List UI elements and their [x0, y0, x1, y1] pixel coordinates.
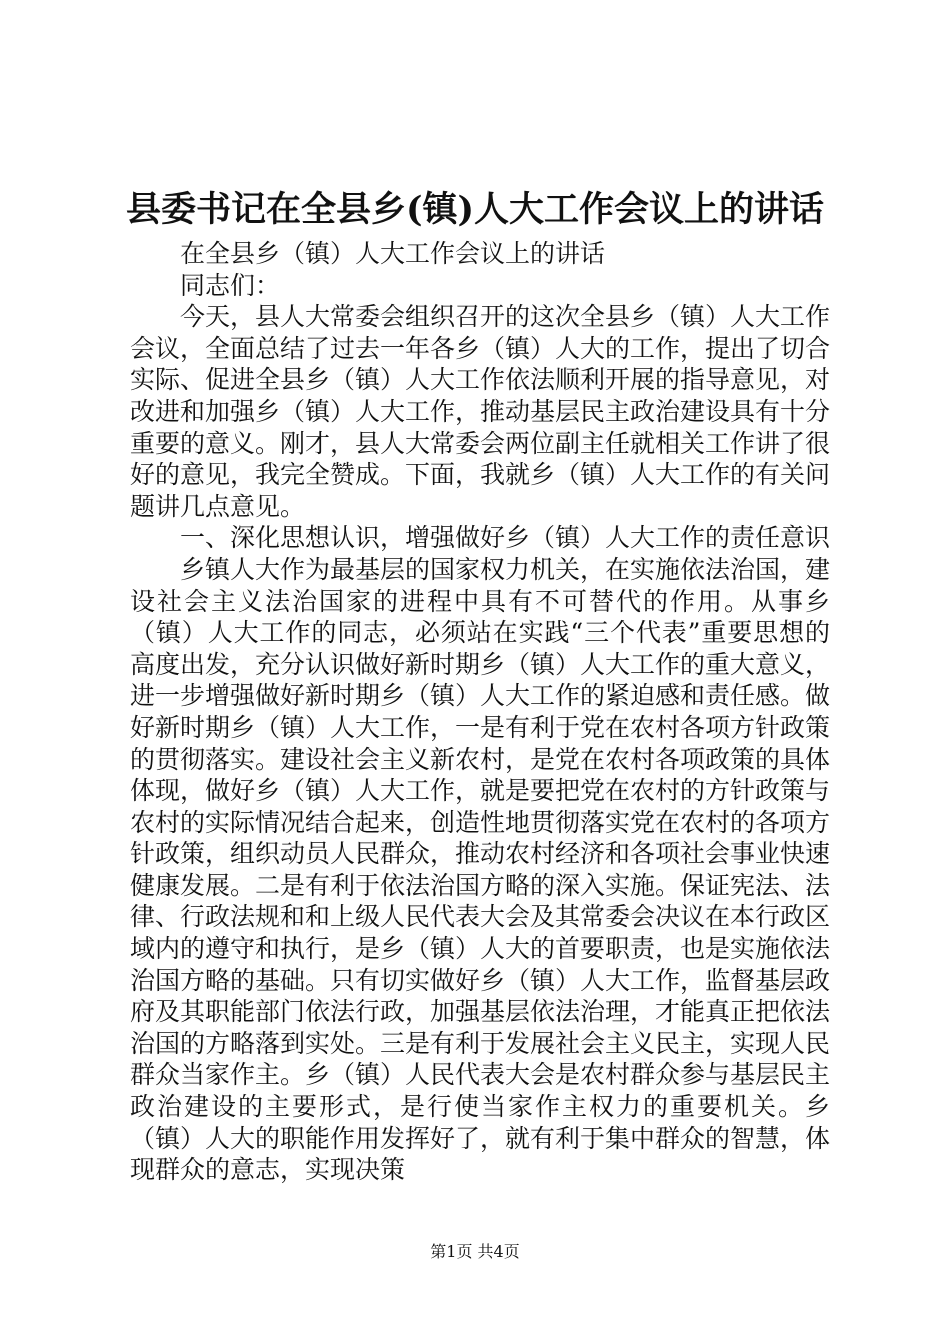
- section-heading: 一、深化思想认识，增强做好乡（镇）人大工作的责任意识: [180, 523, 831, 553]
- document-title: 县委书记在全县乡(镇)人大工作会议上的讲话: [125, 189, 825, 230]
- salutation-paragraph: 同志们：: [180, 270, 281, 300]
- body-paragraph: 乡镇人大作为最基层的国家权力机关，在实施依法治国，建设社会主义法治国家的进程中具有不可替代的作用。从事乡（镇）人大工作的同志，必须站在实践“三个代表”重要思想的高度出发，充分认识做好新时期乡（镇）人大工作的重大意义，进一步增强做好新时期乡（镇）人大工作的紧迫感和责任感。做好新时期乡（镇）人大工作，一是有利于党在农村各项方针政策的贯彻落实。建设社会主义新农村，是党在农村各项政策的具体体现，做好乡（镇）人大工作，就是要把党在农村的方针政策与农村的实际情况结合起来，创造性地贯彻落实党在农村的各项方针政策，组织动员人民群众，推动农村经济和各项社会事业快速健康发展。二是有利于依法治国方略的深入实施。保证宪法、法律、行政法规和和上级人民代表大会及其常委会决议在本行政区域内的遵守和执行，是乡（镇）人大的首要职责，也是实施依法治国方略的基础。只有切实做好乡（镇）人大工作，监督基层政府及其职能部门依法行政，加强基层依法治理，才能真正把依法治国的方略落到实处。三是有利于发展社会主义民主，实现人民群众当家作主。乡（镇）人民代表大会是农村群众参与基层民主政治建设的主要形式，是行使当家作主权力的重要机关。乡（镇）人大的职能作用发挥好了，就有利于集中群众的智慧，体现群众的意志，实现决策: [130, 554, 831, 1185]
- body-paragraph: 今天，县人大常委会组织召开的这次全县乡（镇）人大工作会议，全面总结了过去一年各乡（镇）人大的工作，提出了切合实际、促进全县乡（镇）人大工作依法顺利开展的指导意见，对改进和加强乡（镇）人大工作，推动基层民主政治建设具有十分重要的意义。刚才，县人大常委会两位副主任就相关工作讲了很好的意见，我完全赞成。下面，我就乡（镇）人大工作的有关问题讲几点意见。: [130, 302, 831, 521]
- page-footer: 第1页 共4页: [430, 1242, 520, 1261]
- subtitle-paragraph: 在全县乡（镇）人大工作会议上的讲话: [180, 239, 606, 268]
- document-body: [130, 238, 830, 1186]
